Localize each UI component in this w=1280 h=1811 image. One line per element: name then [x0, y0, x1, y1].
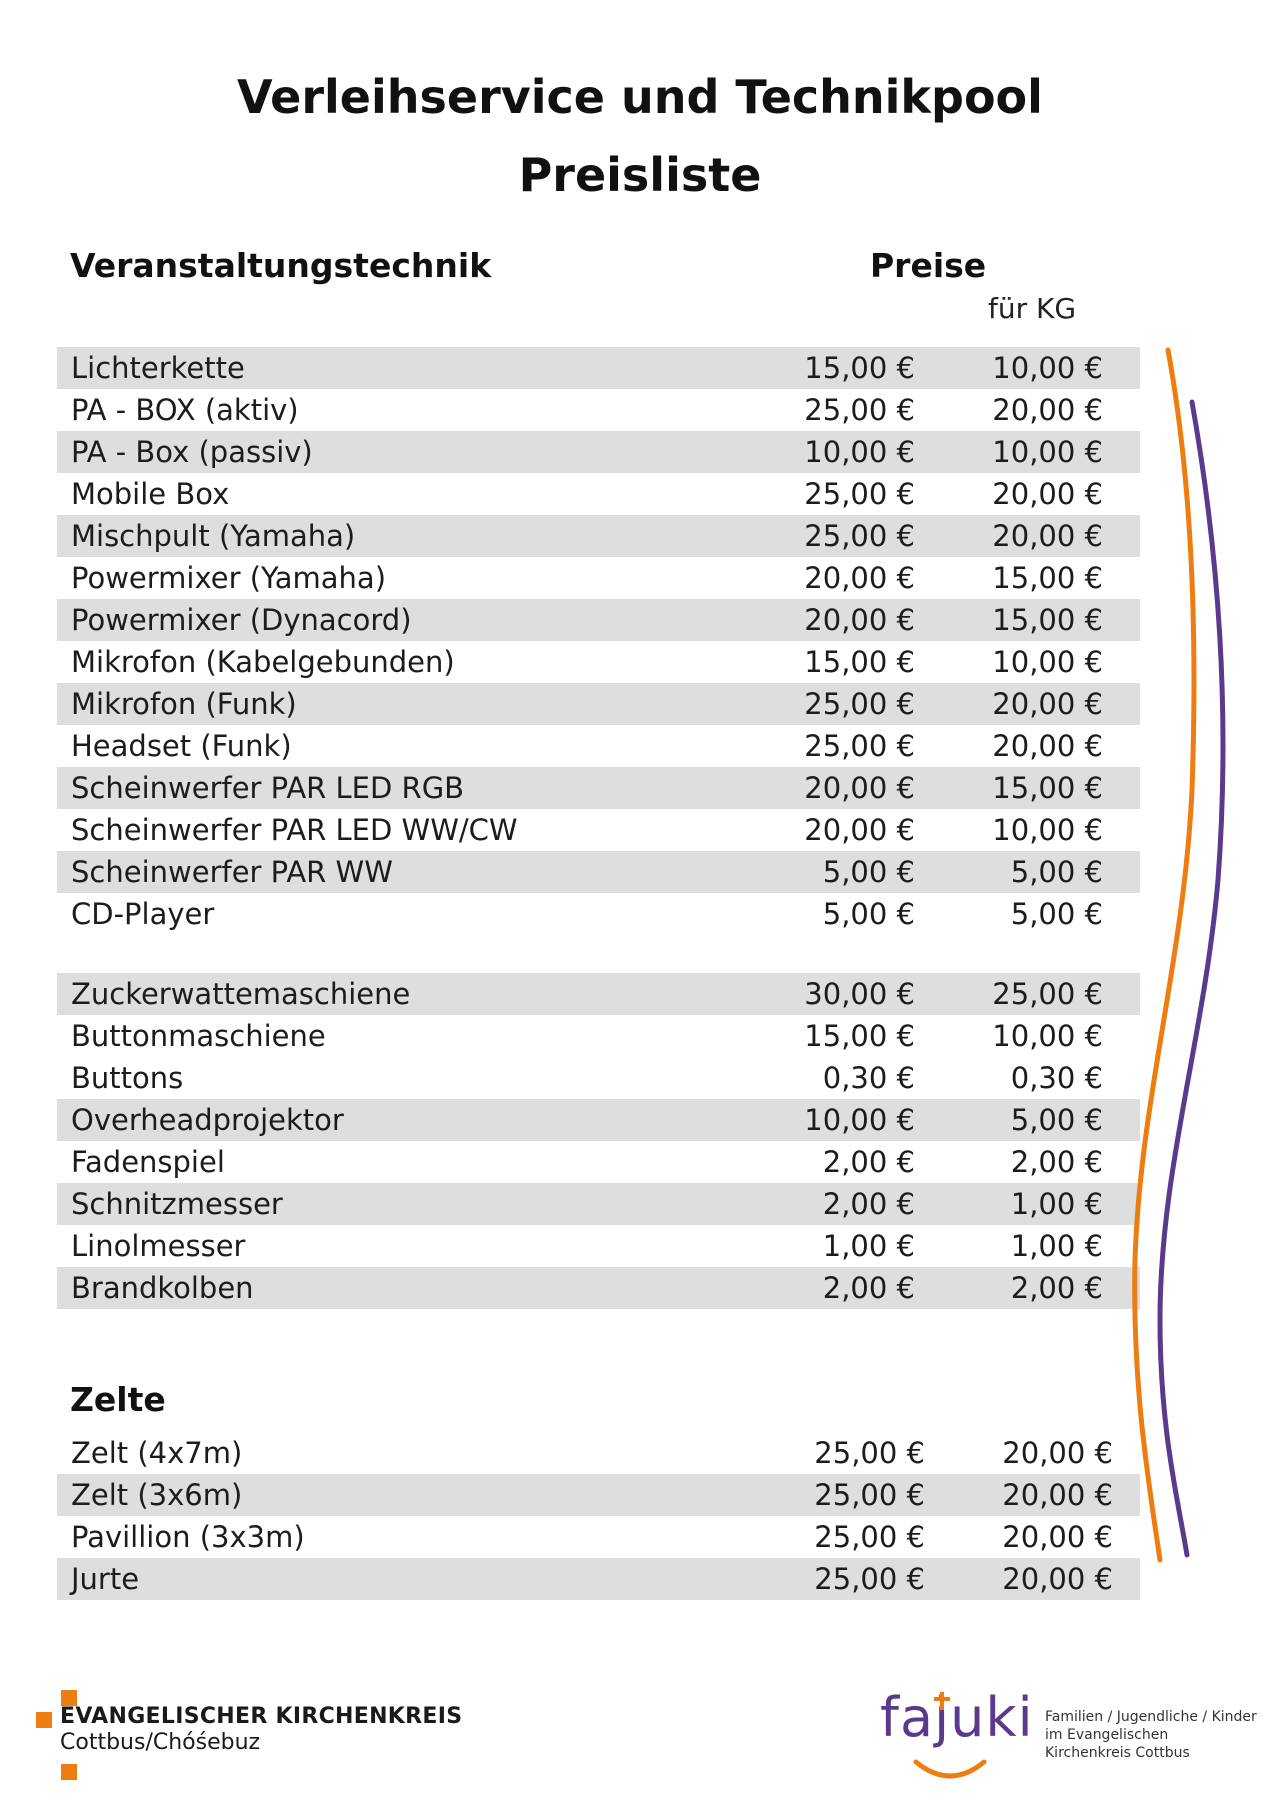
- item-price-kg: 10,00 €: [992, 351, 1103, 385]
- item-name: Mikrofon (Kabelgebunden): [71, 645, 455, 679]
- item-price: 30,00 €: [804, 977, 915, 1011]
- item-name: Zuckerwattemaschiene: [71, 977, 411, 1011]
- item-price-kg: 1,00 €: [1010, 1229, 1103, 1263]
- item-price: 20,00 €: [804, 603, 915, 637]
- item-price-kg: 15,00 €: [992, 771, 1103, 805]
- item-price-kg: 10,00 €: [992, 435, 1103, 469]
- item-price-kg: 10,00 €: [992, 645, 1103, 679]
- item-price: 2,00 €: [822, 1271, 915, 1305]
- fajuki-wordmark: fajuki: [880, 1686, 1034, 1749]
- tagline-line-3: Kirchenkreis Cottbus: [1045, 1745, 1190, 1761]
- item-price-kg: 10,00 €: [992, 1019, 1103, 1053]
- item-name: Powermixer (Dynacord): [71, 603, 412, 637]
- item-price: 20,00 €: [804, 813, 915, 847]
- item-price: 15,00 €: [804, 351, 915, 385]
- item-name: Zelt (4x7m): [71, 1436, 243, 1470]
- item-price-kg: 1,00 €: [1010, 1187, 1103, 1221]
- item-price: 2,00 €: [822, 1187, 915, 1221]
- kirchenkreis-city: Cottbus/Chóśebuz: [60, 1730, 261, 1755]
- item-name: Lichterkette: [71, 351, 245, 385]
- item-name: Pavillion (3x3m): [71, 1520, 305, 1554]
- item-price-kg: 25,00 €: [992, 977, 1103, 1011]
- item-price: 25,00 €: [814, 1478, 925, 1512]
- item-name: PA - Box (passiv): [71, 435, 313, 469]
- item-price-kg: 10,00 €: [992, 813, 1103, 847]
- tagline-line-1: Familien / Jugendliche / Kinder: [1045, 1709, 1257, 1725]
- item-name: Mischpult (Yamaha): [71, 519, 356, 553]
- item-name: CD-Player: [71, 897, 215, 931]
- section-heading-zelte: Zelte: [70, 1380, 166, 1419]
- item-name: Buttonmaschiene: [71, 1019, 326, 1053]
- item-price-kg: 5,00 €: [1010, 855, 1103, 889]
- page-title: Verleihservice und Technikpool: [237, 70, 1043, 124]
- page-subtitle: Preisliste: [518, 148, 762, 202]
- item-price-kg: 20,00 €: [1002, 1436, 1113, 1470]
- item-price: 15,00 €: [804, 1019, 915, 1053]
- item-price: 20,00 €: [804, 771, 915, 805]
- item-price: 10,00 €: [804, 1103, 915, 1137]
- item-price: 20,00 €: [804, 561, 915, 595]
- fajuki-logo: [880, 1688, 1260, 1788]
- item-name: Schnitzmesser: [71, 1187, 283, 1221]
- item-price-kg: 2,00 €: [1010, 1271, 1103, 1305]
- item-price-kg: 20,00 €: [992, 729, 1103, 763]
- item-price: 1,00 €: [822, 1229, 915, 1263]
- item-price: 25,00 €: [804, 477, 915, 511]
- item-price: 25,00 €: [804, 519, 915, 553]
- item-price-kg: 20,00 €: [1002, 1478, 1113, 1512]
- item-price: 25,00 €: [814, 1562, 925, 1596]
- item-price-kg: 15,00 €: [992, 603, 1103, 637]
- item-price: 2,00 €: [822, 1145, 915, 1179]
- item-price-kg: 20,00 €: [992, 477, 1103, 511]
- item-price-kg: 20,00 €: [992, 519, 1103, 553]
- tagline-line-2: im Evangelischen: [1045, 1727, 1169, 1743]
- item-name: Mobile Box: [71, 477, 230, 511]
- prices-heading: Preise: [870, 246, 987, 285]
- item-price: 15,00 €: [804, 645, 915, 679]
- kg-column-label: für KG: [988, 292, 1077, 325]
- item-price: 0,30 €: [822, 1061, 915, 1095]
- item-name: Buttons: [71, 1061, 184, 1095]
- item-name: Fadenspiel: [71, 1145, 225, 1179]
- kirchenkreis-name: EVANGELISCHER KIRCHENKREIS: [60, 1704, 463, 1729]
- item-name: Linolmesser: [71, 1229, 246, 1263]
- item-name: Powermixer (Yamaha): [71, 561, 387, 595]
- fajuki-tagline: [1045, 1708, 1257, 1762]
- item-price: 25,00 €: [804, 729, 915, 763]
- item-price-kg: 20,00 €: [992, 687, 1103, 721]
- item-name: Jurte: [71, 1562, 140, 1596]
- item-price-kg: 20,00 €: [1002, 1520, 1113, 1554]
- logo-square-left: [36, 1712, 52, 1728]
- item-name: Scheinwerfer PAR LED RGB: [71, 771, 465, 805]
- item-name: Brandkolben: [71, 1271, 254, 1305]
- item-price: 25,00 €: [814, 1520, 925, 1554]
- item-name: Overheadprojektor: [71, 1103, 344, 1137]
- item-price-kg: 20,00 €: [1002, 1562, 1113, 1596]
- item-price-kg: 15,00 €: [992, 561, 1103, 595]
- item-price: 5,00 €: [822, 897, 915, 931]
- item-price-kg: 5,00 €: [1010, 897, 1103, 931]
- item-price-kg: 0,30 €: [1010, 1061, 1103, 1095]
- item-name: PA - BOX (aktiv): [71, 393, 299, 427]
- logo-square-bottom: [61, 1764, 77, 1780]
- item-price: 25,00 €: [804, 393, 915, 427]
- item-name: Mikrofon (Funk): [71, 687, 297, 721]
- item-name: Scheinwerfer PAR WW: [71, 855, 393, 889]
- item-name: Headset (Funk): [71, 729, 292, 763]
- item-price-kg: 20,00 €: [992, 393, 1103, 427]
- section-heading-technik: Veranstaltungstechnik: [70, 246, 492, 285]
- item-name: Scheinwerfer PAR LED WW/CW: [71, 813, 518, 847]
- orange-swoosh-line: [1135, 350, 1194, 1560]
- item-price: 10,00 €: [804, 435, 915, 469]
- kirchenkreis-logo: [36, 1690, 476, 1790]
- item-price: 5,00 €: [822, 855, 915, 889]
- item-name: Zelt (3x6m): [71, 1478, 243, 1512]
- item-price-kg: 5,00 €: [1010, 1103, 1103, 1137]
- item-price: 25,00 €: [814, 1436, 925, 1470]
- fajuki-smile-icon: [880, 1688, 1040, 1788]
- item-price: 25,00 €: [804, 687, 915, 721]
- item-price-kg: 2,00 €: [1010, 1145, 1103, 1179]
